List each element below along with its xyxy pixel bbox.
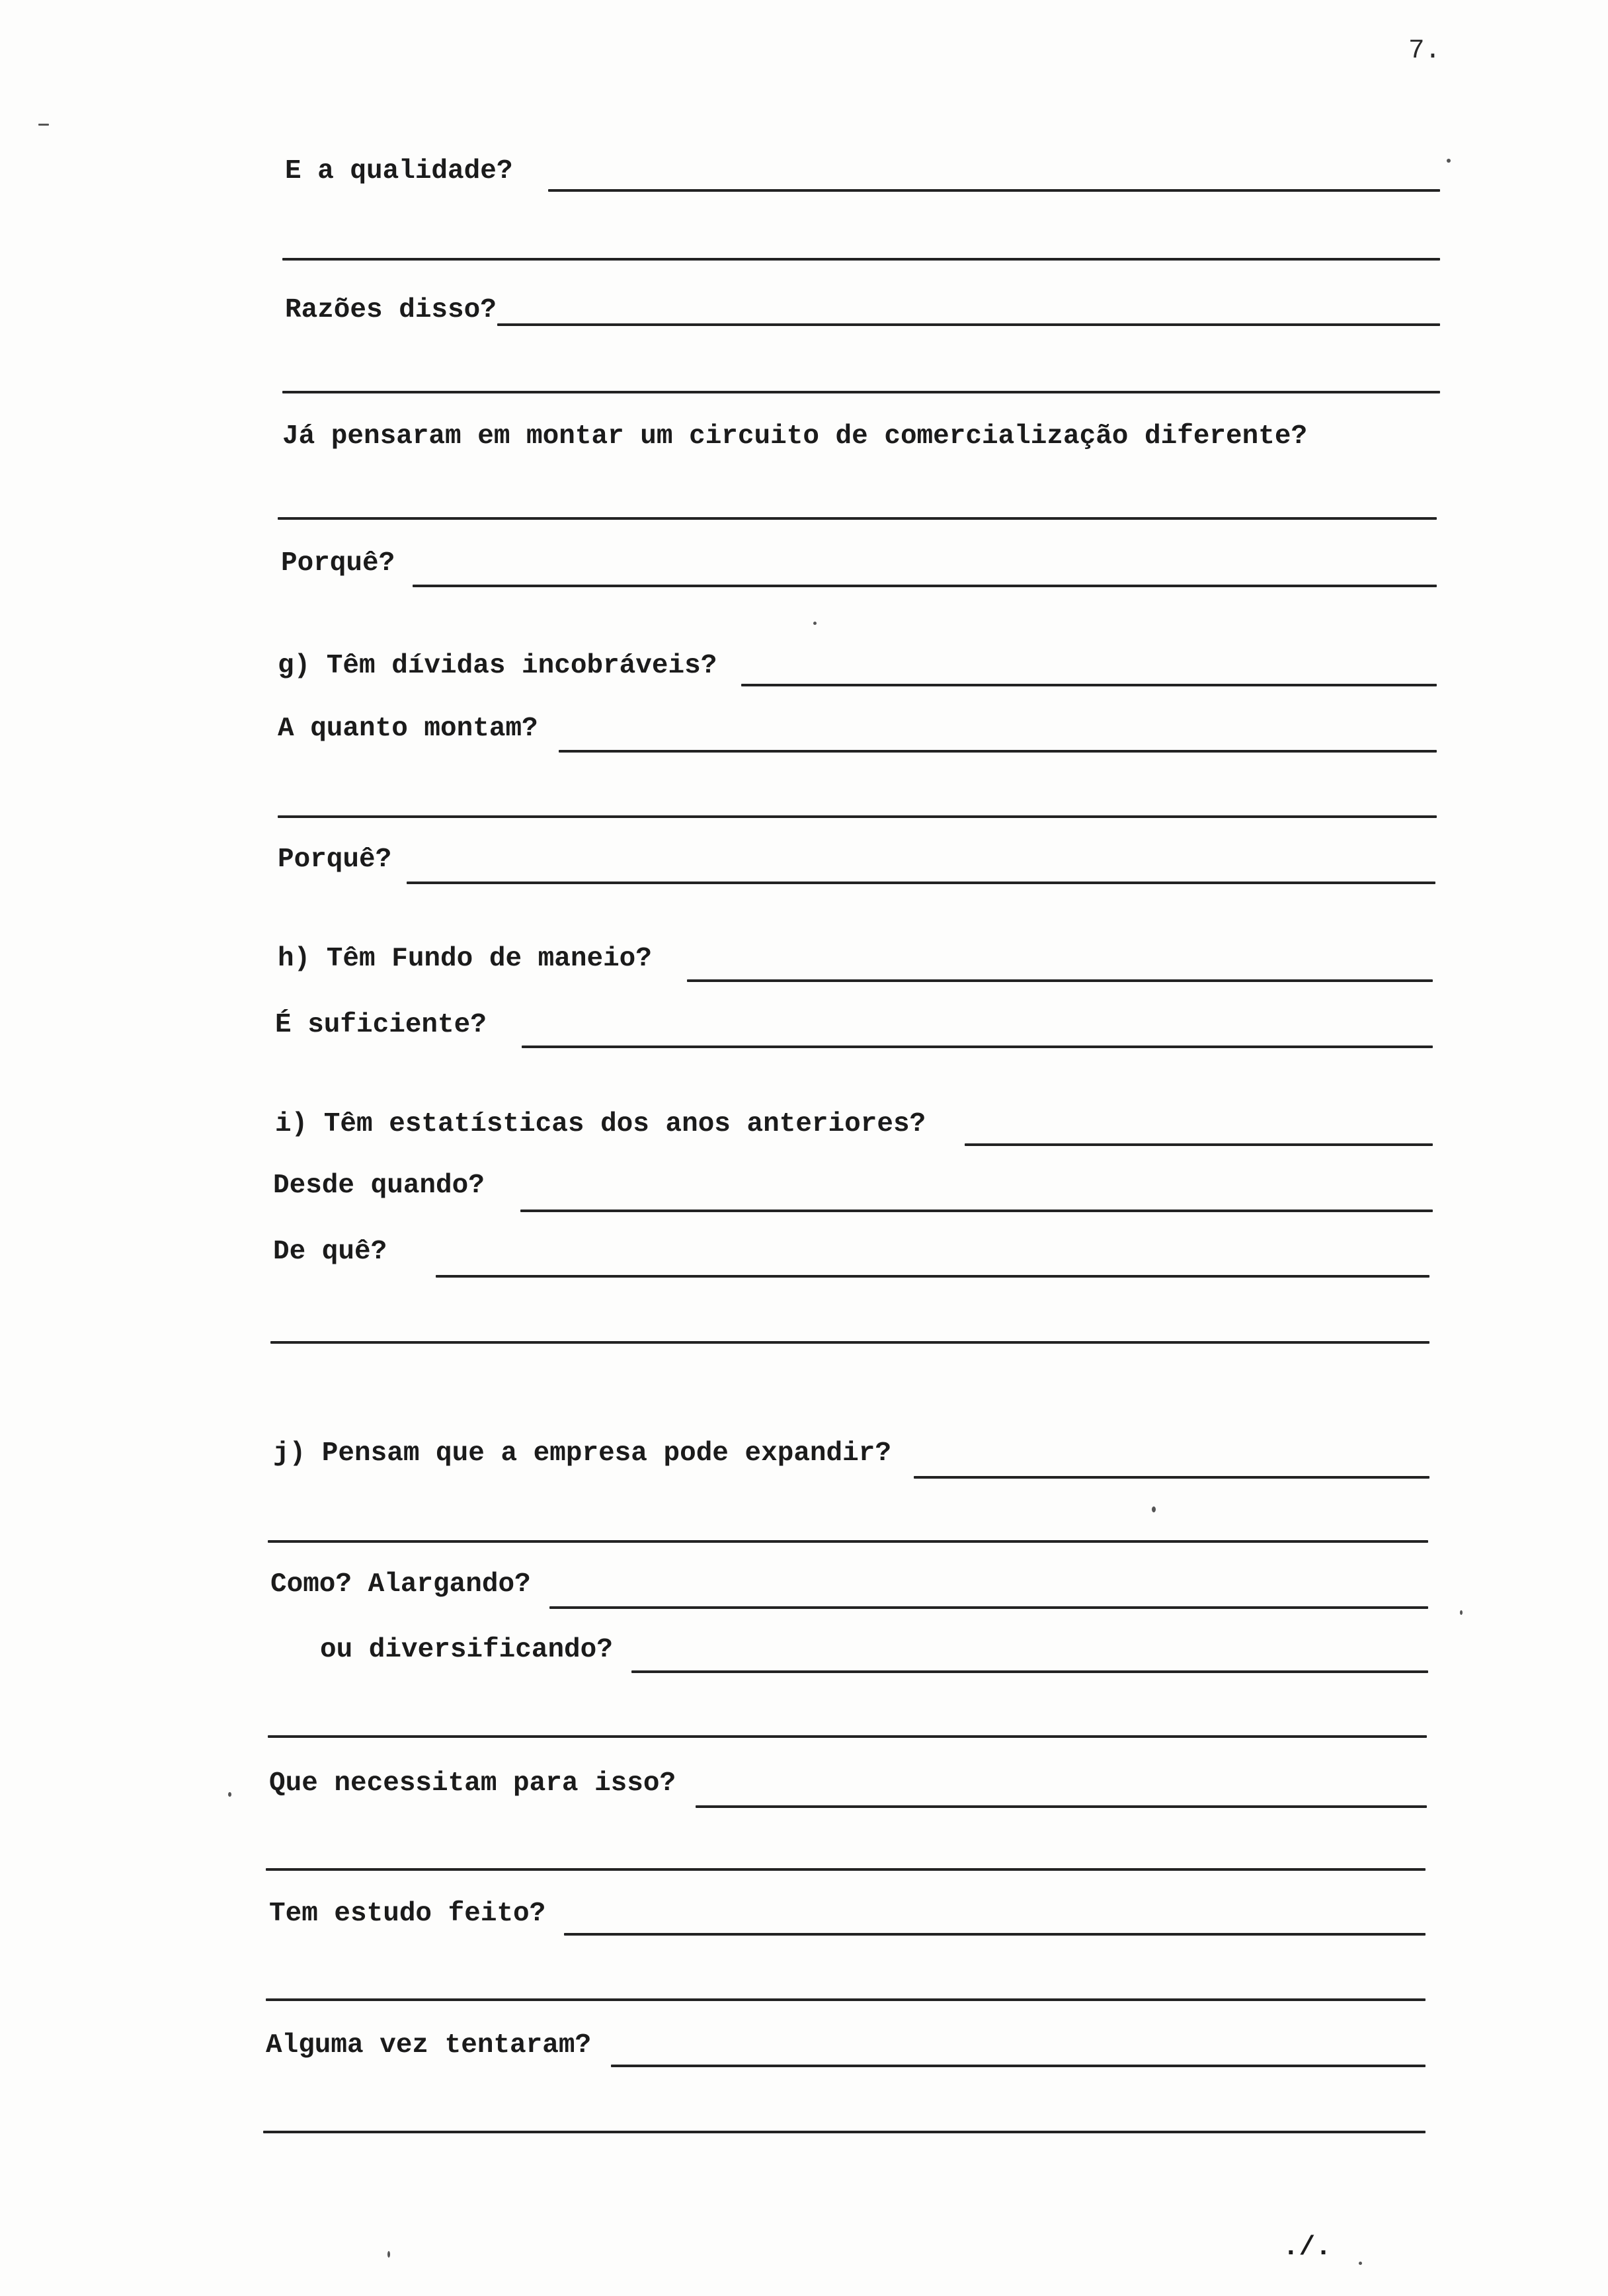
answer-line <box>548 189 1440 192</box>
scan-speck <box>813 622 817 625</box>
question-bad-debts-label: g) Têm dívidas incobráveis? <box>278 651 717 681</box>
answer-line <box>268 1540 1428 1543</box>
question-quality-label: E a qualidade? <box>285 156 513 186</box>
answer-line <box>520 1210 1433 1212</box>
answer-line <box>965 1143 1433 1146</box>
question-working-capital-label: h) Têm Fundo de maneio? <box>278 944 652 974</box>
question-expansion-study-label: Tem estudo feito? <box>269 1899 546 1929</box>
answer-line <box>407 882 1435 884</box>
question-reasons-label: Razões disso? <box>285 295 497 325</box>
continuation-mark: ./. <box>1283 2233 1332 2263</box>
answer-line <box>522 1046 1433 1048</box>
answer-line <box>549 1606 1428 1609</box>
answer-line <box>631 1670 1428 1673</box>
answer-line <box>266 1868 1426 1871</box>
question-statistics-label: i) Têm estatísticas dos anos anteriores? <box>275 1109 926 1139</box>
scan-speck <box>1359 2262 1362 2265</box>
scan-speck <box>1447 159 1451 163</box>
answer-line <box>278 815 1437 818</box>
scan-speck <box>1460 1610 1463 1615</box>
answer-line <box>263 2131 1426 2133</box>
scan-speck <box>387 2251 390 2258</box>
answer-line <box>268 1735 1427 1738</box>
answer-line <box>497 323 1440 326</box>
answer-line <box>282 391 1440 393</box>
question-expansion-diversify-label: ou diversificando? <box>320 1635 613 1665</box>
question-statistics-since-label: Desde quando? <box>273 1170 485 1201</box>
answer-line <box>270 1341 1429 1344</box>
answer-line <box>696 1805 1427 1808</box>
question-statistics-of-what-label: De quê? <box>273 1237 387 1267</box>
answer-line <box>559 750 1437 753</box>
answer-line <box>611 2065 1426 2067</box>
scan-speck <box>1152 1506 1156 1512</box>
question-working-capital-sufficient-label: É suficiente? <box>275 1010 487 1040</box>
question-expansion-tried-label: Alguma vez tentaram? <box>266 2030 592 2061</box>
question-new-circuit-why-label: Porquê? <box>281 548 395 579</box>
answer-line <box>278 517 1437 520</box>
page-number: 7. <box>1408 36 1441 66</box>
answer-line <box>687 979 1433 982</box>
answer-line <box>266 1998 1426 2001</box>
question-bad-debts-why-label: Porquê? <box>278 844 392 875</box>
question-bad-debts-amount-label: A quanto montam? <box>278 714 538 744</box>
question-expansion-label: j) Pensam que a empresa pode expandir? <box>273 1438 891 1469</box>
scan-speck <box>228 1792 231 1797</box>
answer-line <box>564 1933 1426 1936</box>
answer-line <box>741 684 1437 686</box>
answer-line <box>914 1476 1429 1479</box>
question-expansion-needs-label: Que necessitam para isso? <box>269 1768 676 1799</box>
scan-speck <box>38 124 49 126</box>
question-expansion-how-label: Como? Alargando? <box>270 1569 531 1600</box>
answer-line <box>436 1275 1429 1278</box>
question-new-circuit-label: Já pensaram em montar um circuito de comercialização diferente? <box>282 421 1308 452</box>
answer-line <box>413 585 1437 587</box>
answer-line <box>282 258 1440 261</box>
